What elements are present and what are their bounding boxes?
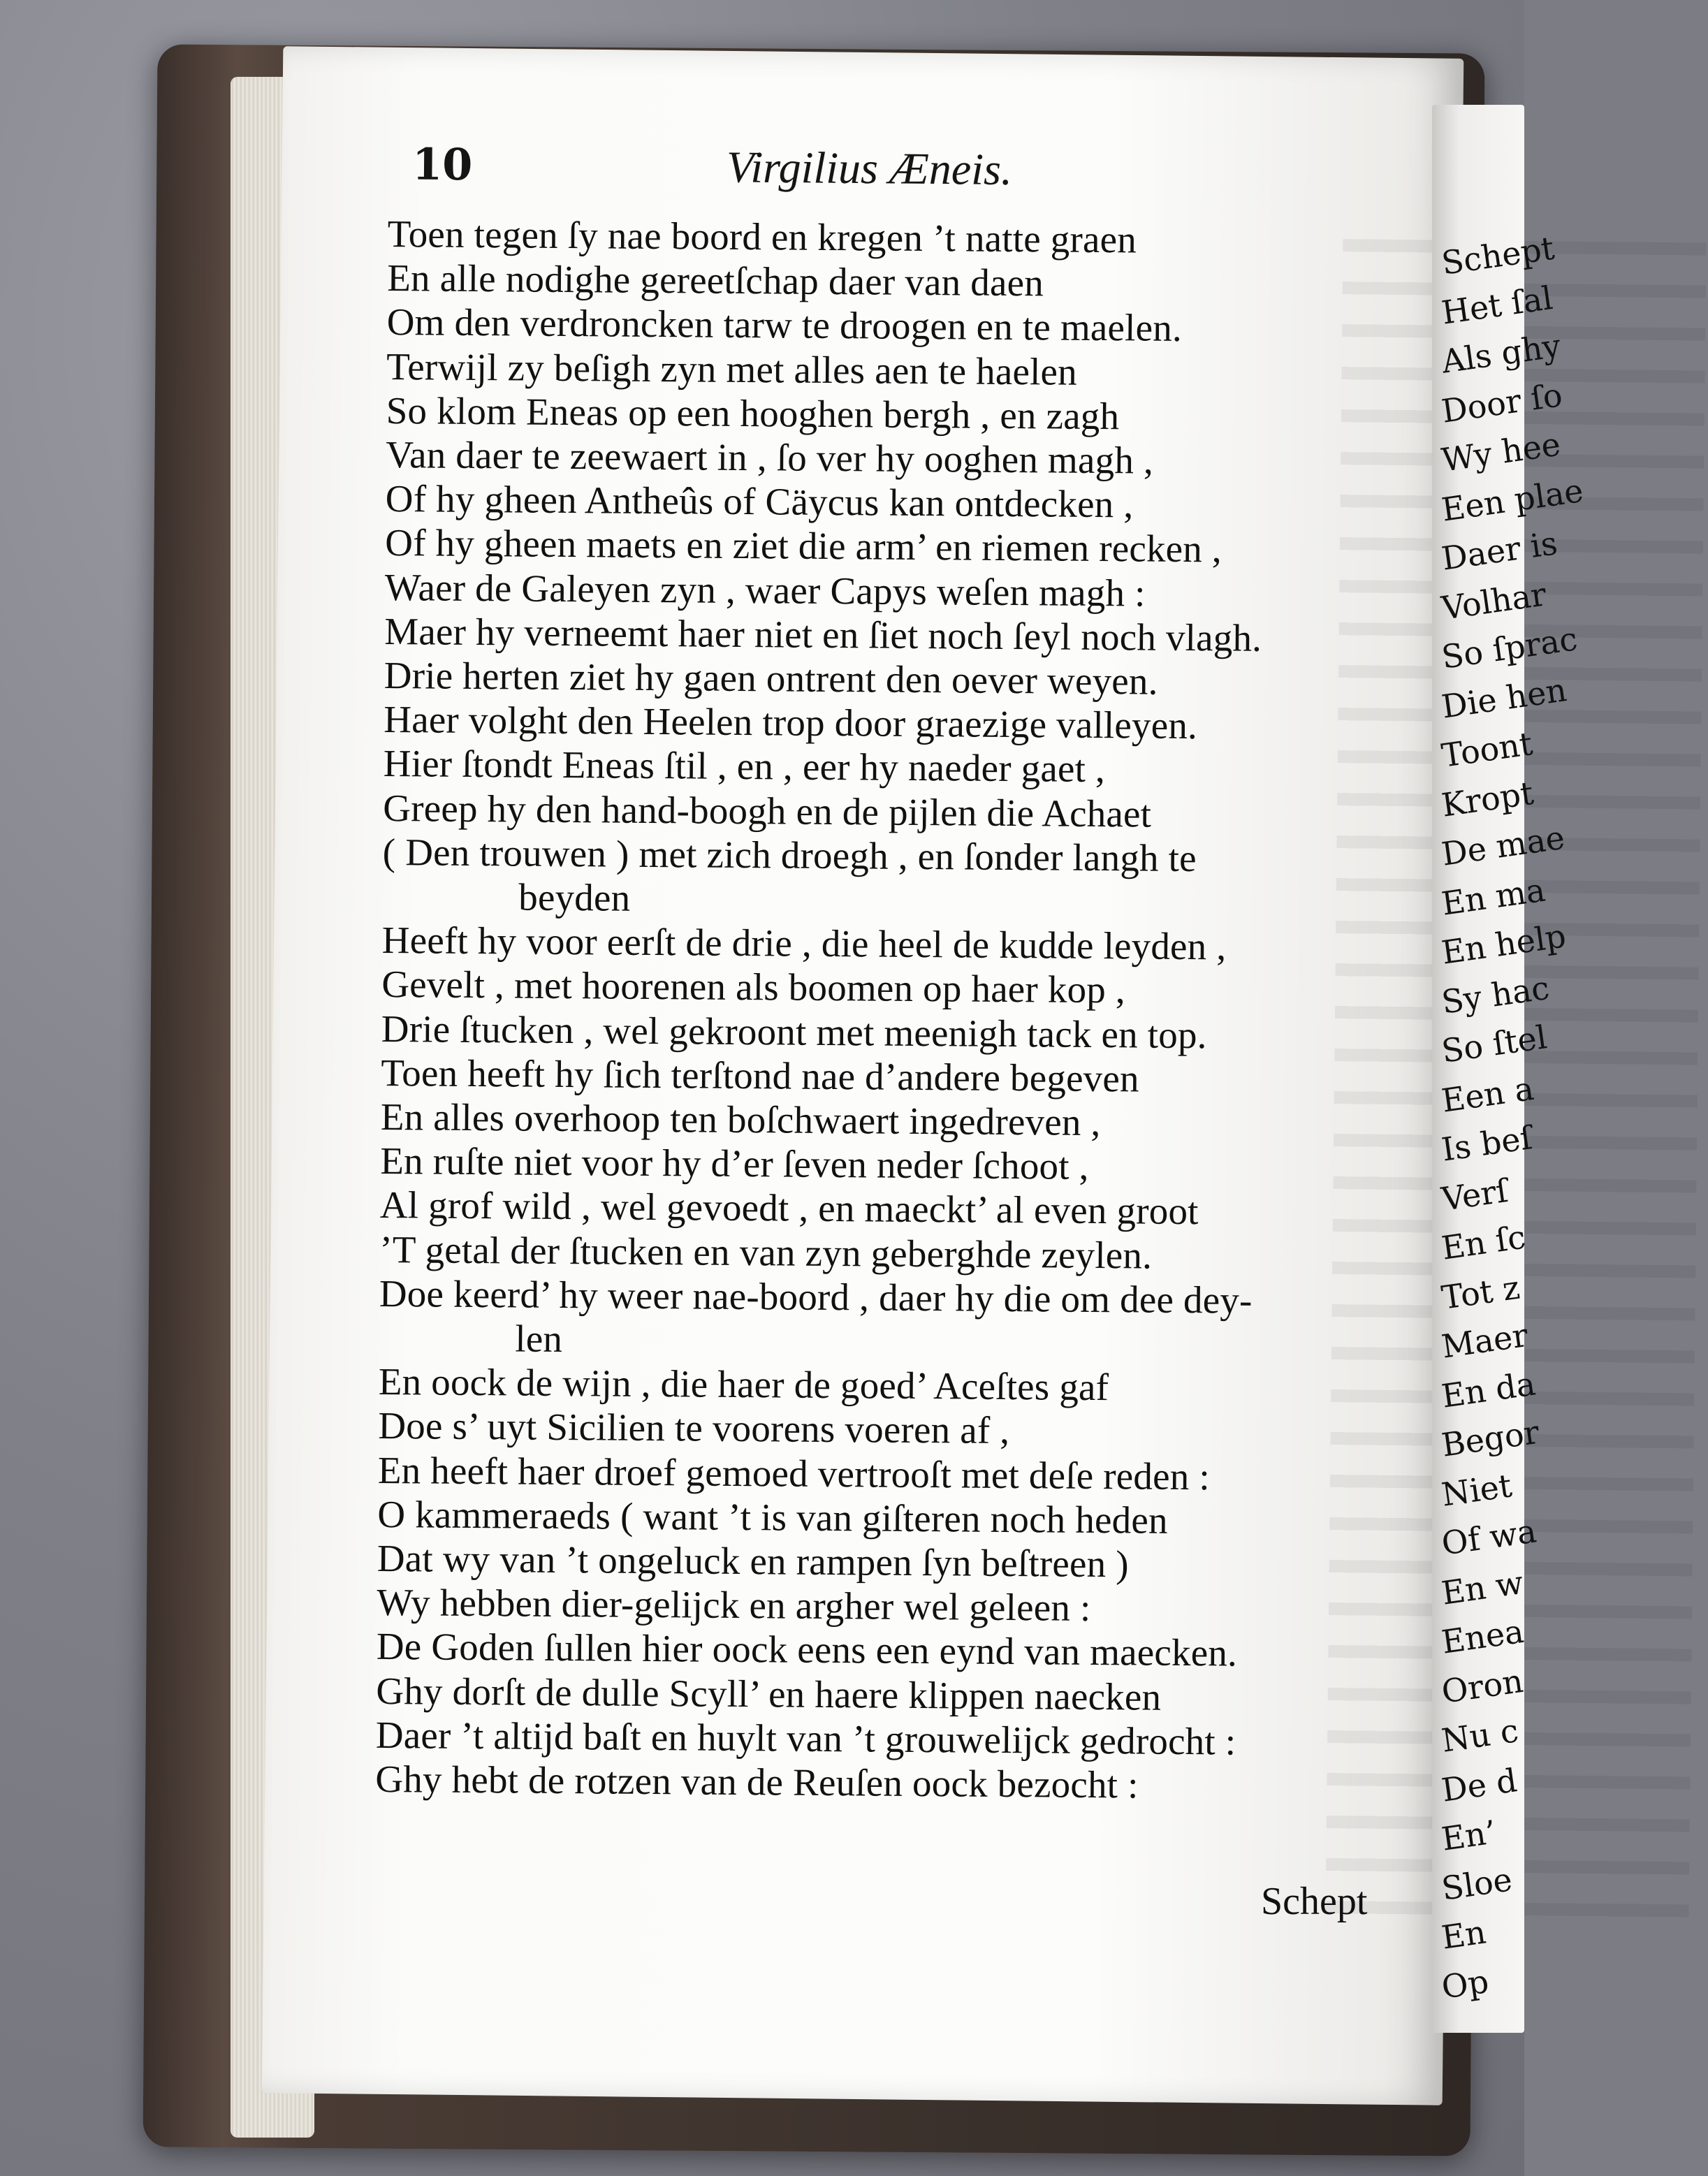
verse-line: Greep hy den hand-boogh en de pijlen die Achaet: [383, 786, 1152, 835]
verse-line: Toen heeft hy ſich terſtond nae d’andere begeven: [381, 1051, 1139, 1100]
verse-line: Doe s’ uyt Sicilien te voorens voeren af ,: [378, 1404, 1010, 1452]
facing-page-fragment: Sy hac: [1439, 968, 1552, 1021]
facing-page-fragment: Op: [1439, 1962, 1491, 2006]
facing-page-fragment: En w: [1439, 1563, 1526, 1612]
facing-page-fragment: De d: [1439, 1760, 1519, 1809]
verse-line: En heeft haer droef gemoed vertrooſt met deſe reden :: [377, 1448, 1211, 1498]
facing-page-fragment: Nu c: [1439, 1711, 1521, 1760]
verse-line: Van daer te zeewaert in , ſo ver hy ooghen magh ,: [386, 432, 1154, 482]
running-title: Virgilius Æneis.: [726, 142, 1013, 194]
verse-line: O kammeraeds ( want ’t is van giſteren noch heden: [377, 1492, 1168, 1542]
verse-line: Waer de Galeyen zyn , waer Capys weſen magh :: [384, 565, 1146, 615]
facing-page-fragment: Verſ: [1439, 1171, 1511, 1218]
facing-page-fragment: De mae: [1439, 818, 1568, 873]
facing-page-fragment: Door ſo: [1439, 375, 1565, 430]
verse-line: beyden: [518, 875, 631, 919]
facing-page-fragment: En’: [1439, 1813, 1498, 1858]
verse-line: ’T getal der ſtucken en van zyn geberghde zeylen.: [379, 1227, 1153, 1277]
facing-page-fragment: Toont: [1439, 724, 1535, 775]
verse-line: De Goden ſullen hier oock eens een eynd van maecken.: [376, 1625, 1238, 1675]
facing-page-fragment: En ſc: [1439, 1218, 1528, 1267]
verse-line: Wy hebben dier-gelijck en argher wel geleen :: [377, 1581, 1091, 1630]
facing-page-fragment: Als ghy: [1439, 326, 1563, 381]
facing-page-fragment: En ma: [1439, 870, 1548, 923]
facing-page-fragment: So ſtel: [1439, 1018, 1549, 1070]
verse-line: En oock de wijn , die haer de goed’ Aceſtes gaf: [378, 1360, 1109, 1409]
verse-line: Gevelt , met hoorenen als boomen op haer kop ,: [381, 963, 1126, 1012]
verse-line: En alles overhoop ten boſchwaert ingedreven ,: [380, 1095, 1101, 1144]
verse-line: Of hy gheen Antheûs of Cäycus kan ontdecken ,: [385, 477, 1134, 526]
verse-line: Hier ſtondt Eneas ſtil , en , eer hy naeder gaet ,: [383, 742, 1106, 791]
book-page-right-fragment: [1432, 105, 1586, 2033]
verse-line: En alle nodighe gereetſchap daer van daen: [387, 256, 1044, 305]
facing-page-fragment: En da: [1439, 1364, 1538, 1415]
facing-page-fragment: So ſprac: [1439, 620, 1580, 676]
facing-page-fragment: Schept: [1439, 228, 1557, 282]
verse-line: Om den verdroncken tarw te droogen en te maelen.: [386, 300, 1183, 350]
facing-page-fragment: Sloe: [1439, 1860, 1514, 1908]
verse-line: Ghy dorſt de dulle Scyll’ en haere klippen naecken: [376, 1669, 1162, 1718]
verse-line: Maer hy verneemt haer niet en ſiet noch ſeyl noch vlagh.: [384, 609, 1262, 659]
verse-line: Haer volght den Heelen trop door graezige valleyen.: [384, 698, 1198, 747]
facing-page-fragment: Tot z: [1439, 1268, 1522, 1317]
facing-page-fragment: Het ſal: [1439, 278, 1555, 332]
verse-line: Doe keerd’ hy weer nae-boord , daer hy die om dee dey-: [379, 1271, 1253, 1322]
facing-page-fragment: Een plae: [1439, 471, 1586, 529]
facing-page-fragment: Een a: [1439, 1069, 1536, 1120]
facing-page-fragment: Is beſ: [1439, 1118, 1535, 1169]
verse-line: Drie ſtucken , wel gekroont met meenigh tack en top.: [381, 1007, 1207, 1056]
verse-line: Ghy hebt de rotzen van de Reuſen oock bezocht :: [375, 1757, 1139, 1806]
verse-line: En ruſte niet voor hy d’er ſeven neder ſchoot ,: [380, 1139, 1089, 1188]
facing-page-fragment: Of wa: [1439, 1512, 1539, 1563]
verse-line: So klom Eneas op een hooghen bergh , en zagh: [386, 388, 1120, 438]
facing-page-fragment: En: [1439, 1913, 1489, 1957]
facing-page-fragment: Begor: [1439, 1412, 1542, 1464]
facing-page-fragment: En help: [1439, 917, 1568, 972]
page-header: [412, 138, 1461, 203]
facing-page-fragment: Volhar: [1439, 574, 1549, 627]
verse-line: Terwijl zy beſigh zyn met alles aen te haelen: [386, 344, 1078, 393]
verse-line: Daer ’t altijd baſt en huylt van ’t grouwelijck gedrocht :: [375, 1713, 1236, 1763]
facing-page-fragment: Oron: [1439, 1661, 1526, 1711]
verse-line: ( Den trouwen ) met zich droegh , en ſonder langh te: [382, 830, 1197, 879]
facing-page-fragment: Daer is: [1439, 524, 1560, 578]
verse-line: Of hy gheen maets en ziet die arm’ en riemen recken ,: [385, 521, 1222, 571]
verse-line: Heeft hy voor eerſt de drie , die heel de kudde leyden ,: [381, 919, 1227, 968]
facing-page-fragment: Wy hee: [1439, 425, 1563, 479]
verse-line: Toen tegen ſy nae boord en kregen ’t natte graen: [387, 212, 1137, 261]
verse-line: len: [515, 1317, 563, 1361]
verse-line: Dat wy van ’t ongeluck en rampen ſyn beſtreen ): [377, 1536, 1130, 1586]
facing-page-fragment: Kropt: [1439, 773, 1536, 824]
facing-page-fragment: Maer: [1439, 1316, 1531, 1366]
verse-line: Al grof wild , wel gevoedt , en maeckt’ al even groot: [379, 1183, 1199, 1233]
catchword: Schept: [1261, 1880, 1368, 1923]
facing-page-fragment: Niet: [1439, 1466, 1514, 1514]
verse-line: Drie herten ziet hy gaen ontrent den oever weyen.: [384, 653, 1158, 703]
page-number: 10: [411, 138, 473, 191]
facing-page-fragment: Die hen: [1439, 670, 1569, 726]
facing-page-fragment: Enea: [1439, 1612, 1526, 1661]
